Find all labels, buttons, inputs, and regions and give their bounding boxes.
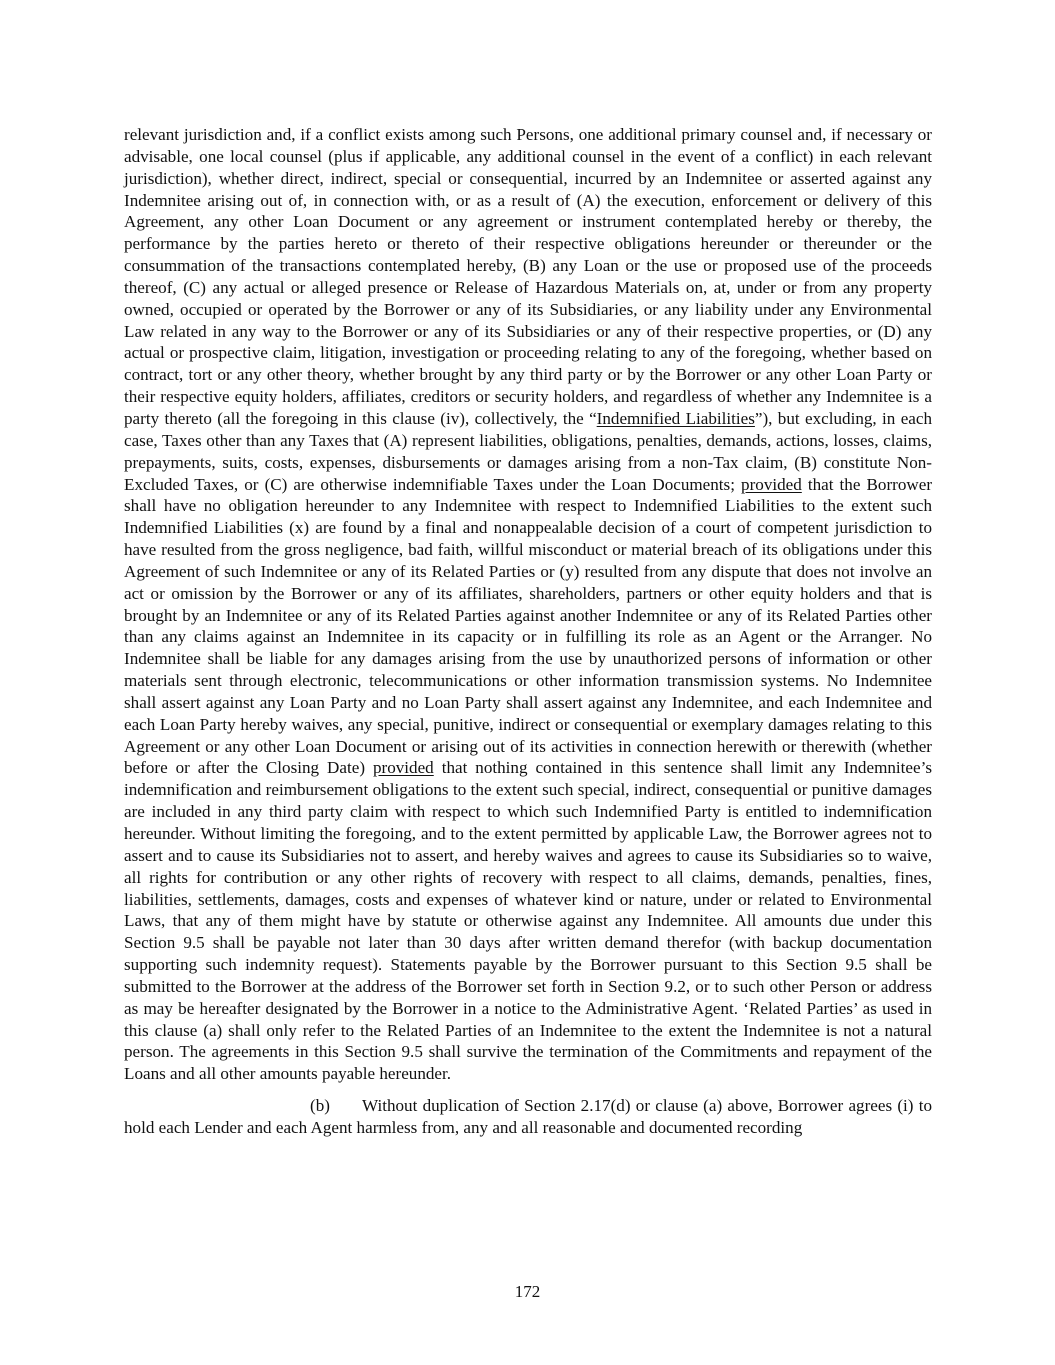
- paragraph-a: [124, 124, 932, 1085]
- page-number: 172: [514, 1282, 541, 1301]
- term-indemnified-liabilities: Indemnified Liabilities: [596, 408, 755, 428]
- paragraph-a-text-2: ”), but excluding, in each case, Taxes other than any Taxes that (A) represent liabilities, obligations, penalties, demands, actions, losses, claims, prepayments, suits, costs, expenses, disbursements or damages arising from a non-Tax claim, (B) constitute Non-Excluded Taxes, or (C) are otherwise indemnifiable Taxes under the Loan Documents;: [124, 408, 933, 494]
- paragraph-b: [124, 1095, 932, 1139]
- term-provided-1: provided: [741, 474, 802, 494]
- body-text: [124, 124, 932, 1139]
- paragraph-b-text: Without duplication of Section 2.17(d) or clause (a) above, Borrower agrees (i) to hold each Lender and each Agent harmless from, any and all reasonable and documented recording: [124, 1096, 932, 1137]
- term-provided-2: provided: [372, 758, 434, 778]
- paragraph-a-text-3: that the Borrower shall have no obligation hereunder to any Indemnitee with respect to Indemnified Liabilities to the extent such Indemnified Liabilities (x) are found by a final and nonappealable decision of a court of competent jurisdiction to have resulted from the gross negligence, bad faith, willful misconduct or material breach of its obligations under this Agreement of such Indemnitee or any of its Related Parties or (y) resulted from any dispute that does not involve an act or omission by the Borrower or any of its affiliates, shareholders, partners or other equity holders and that is brought by an Indemnitee or any of its Related Parties against another Indemnitee or any of its Related Parties other than any claims against an Indemnitee in its capacity or in fulfilling its role as an Agent or the Arranger. No Indemnitee shall be liable for any damages arising from the use by unauthorized persons of information or other materials sent through electronic, telecommunications or other information transmission systems. No Indemnitee shall assert against any Loan Party and no Loan Party shall assert against any Indemnitee, and each Indemnitee and each Loan Party hereby waives, any special, punitive, indirect or consequential or exemplary damages relating to this Agreement or any other Loan Document or arising out of its activities in connection herewith or therewith (whether before or after the Closing Date): [124, 474, 933, 778]
- paragraph-b-label: (b): [310, 1096, 330, 1116]
- paragraph-a-text-4: that nothing contained in this sentence shall limit any Indemnitee’s indemnification and reimbursement obligations to the extent such special, indirect, consequential or punitive damages are included in any third party claim with respect to which such Indemnified Party is entitled to indemnification hereunder. Without limiting the foregoing, and to the extent permitted by applicable Law, the Borrower agrees not to assert and to cause its Subsidiaries not to assert, and hereby waives and agrees to cause its Subsidiaries so to waive, all rights for contribution or any other rights of recovery with respect to all claims, demands, penalties, fines, liabilities, settlements, damages, costs and expenses of whatever kind or nature, under or related to Environmental Laws, that any of them might have by statute or otherwise against any Indemnitee. All amounts due under this Section 9.5 shall be payable not later than 30 days after written demand therefor (with backup documentation supporting such indemnity request). Statements payable by the Borrower pursuant to this Section 9.5 shall be submitted to the Borrower at the address of the Borrower set forth in Section 9.2, or to such other Person or address as may be hereafter designated by the Borrower in a notice to the Administrative Agent. ‘Related Parties’ as used in this clause (a) shall only refer to the Related Parties of an Indemnitee to the extent the Indemnitee is not a natural person. The agreements in this Section 9.5 shall survive the termination of the Commitments and repayment of the Loans and all other amounts payable hereunder.: [124, 758, 932, 1084]
- paragraph-a-text-1: relevant jurisdiction and, if a conflict exists among such Persons, one additional primary counsel and, if necessary or advisable, one local counsel (plus if applicable, any additional counsel in the event of a conflict) in each relevant jurisdiction), whether direct, indirect, special or consequential, incurred by an Indemnitee or asserted against any Indemnitee arising out of, in connection with, or as a result of (A) the execution, enforcement or delivery of this Agreement, any other Loan Document or any agreement or instrument contemplated hereby or thereby, the performance by the parties hereto or thereto of their respective obligations hereunder or thereunder or the consummation of the transactions contemplated hereby, (B) any Loan or the use or proposed use of the proceeds thereof, (C) any actual or alleged presence or Release of Hazardous Materials on, at, under or from any property owned, occupied or operated by the Borrower or any of its Subsidiaries, or any liability under any Environmental Law related in any way to the Borrower or any of its Subsidiaries or any of their respective properties, or (D) any actual or prospective claim, litigation, investigation or proceeding relating to any of the foregoing, whether based on contract, tort or any other theory, whether brought by any third party or by the Borrower or any other Loan Party or their respective equity holders, affiliates, creditors or security holders, and regardless of whether any Indemnitee is a party thereto (all the foregoing in this clause (iv), collectively, the “: [124, 125, 932, 428]
